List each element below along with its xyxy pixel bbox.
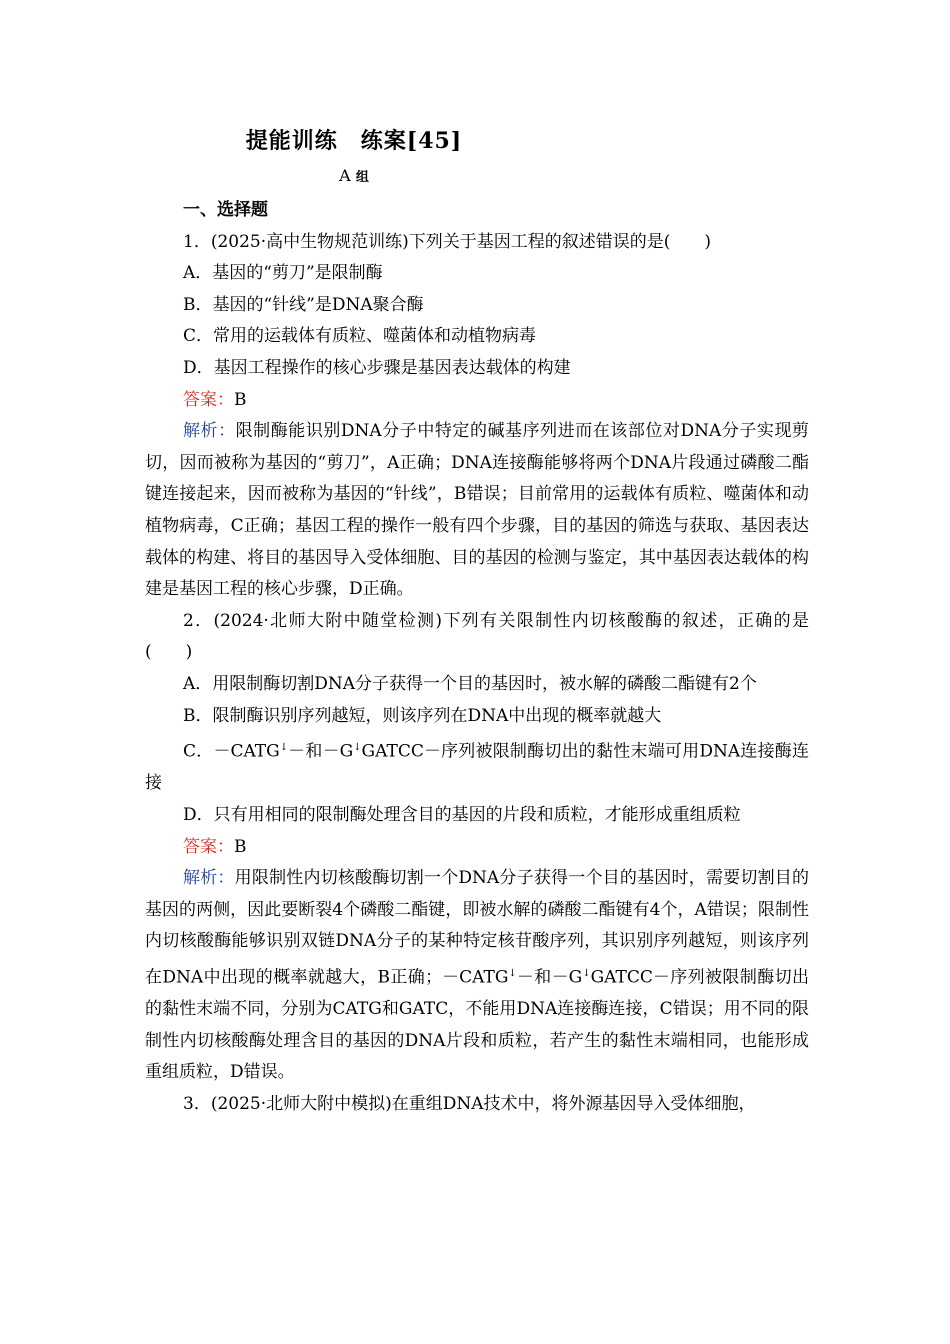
q1-option-d: D．基因工程操作的核心步骤是基因表达载体的构建 [183,357,571,378]
answer-value: B [234,836,247,857]
analysis-text-2: －和－G [516,967,583,988]
q1-analysis [145,416,809,606]
q2-answer [145,832,809,864]
analysis-label: 解析： [183,868,235,889]
cut-arrow-icon: ↓ [353,742,362,754]
q2-option-d: D．只有用相同的限制酶处理含目的基因的片段和质粒，才能形成重组质粒 [183,804,741,825]
q2-stem: 2．(2024·北师大附中随堂检测)下列有关限制性内切核酸酶的叙述，正确的是( ) [145,610,809,663]
q2-option-a: A．用限制酶切割DNA分子获得一个目的基因时，被水解的磷酸二酯键有2个 [183,673,757,694]
q1-stem: 1．(2025·高中生物规范训练)下列关于基因工程的叙述错误的是( ) [183,231,712,252]
q1-option-b: B．基因的“针线”是DNA聚合酶 [183,294,424,315]
section-heading: 一、选择题 [183,200,268,220]
group-label [0,166,708,185]
answer-label: 答案： [183,389,234,410]
analysis-text-3: GATCC－序列被限制酶切出的黏性末端不同，分别为CATG和GATC，不能用DNA连接酶连接，C错误；用不同的限制性内切核酸酶处理含目的基因的DNA片段和质粒，若产生的黏性末端相同，也能形成重组质粒，D错误。 [145,967,809,1083]
analysis-text: 限制酶能识别DNA分子中特定的碱基序列进而在该部位对DNA分子实现剪切，因而被称为基因的“剪刀”，A正确；DNA连接酶能够将两个DNA片段通过磷酸二酯键连接起来，因而被称为基因的“针线”，B错误；目前常用的运载体有质粒、噬菌体和动植物病毒，C正确；基因工程的操作一般有四个步骤，目的基因的筛选与获取、基因表达载体的构建、将目的基因导入受体细胞、目的基因的检测与鉴定，其中基因表达载体的构建是基因工程的核心步骤，D正确。 [145,421,810,600]
group-letter: A [339,166,351,185]
cut-arrow-icon: ↓ [279,742,289,754]
answer-value: B [234,389,247,410]
q2-analysis [145,863,809,1089]
option-c-part1: C．－CATG [183,741,280,762]
q2-option-b: B．限制酶识别序列越短，则该序列在DNA中出现的概率就越大 [183,705,662,726]
cut-arrow-icon: ↓ [582,967,591,979]
option-c-part2: －和－G [288,741,354,762]
q3-stem: 3．(2025·北师大附中模拟)在重组DNA技术中，将外源基因导入受体细胞， [183,1093,756,1114]
group-word: 组 [355,170,369,185]
page-title: 提能训练 练案[45] [245,128,463,154]
q1-option-c: C．常用的运载体有质粒、噬菌体和动植物病毒 [183,326,537,347]
answer-label: 答案： [183,836,234,857]
q1-option-a: A．基因的“剪刀”是限制酶 [183,263,383,284]
analysis-text-1: 用限制性内切核酸酶切割一个DNA分子获得一个目的基因时，需要切割目的基因的两侧，因此要断裂4个磷酸二酯键，即被水解的磷酸二酯键有4个，A错误；限制性内切核酸酶能够识别双链DNA分子的某种特定核苷酸序列，其识别序列越短，则该序列在DNA中出现的概率就越大，B正确；－CATG [145,868,810,988]
q1-answer [145,385,809,417]
cut-arrow-icon: ↓ [508,967,517,979]
analysis-label: 解析： [183,421,236,442]
q2-option-c [145,732,809,800]
option-c-part3: GATCC－序列被限制酶切出的黏性末端可用DNA连接酶连接 [145,741,810,794]
question-content [145,195,809,1121]
